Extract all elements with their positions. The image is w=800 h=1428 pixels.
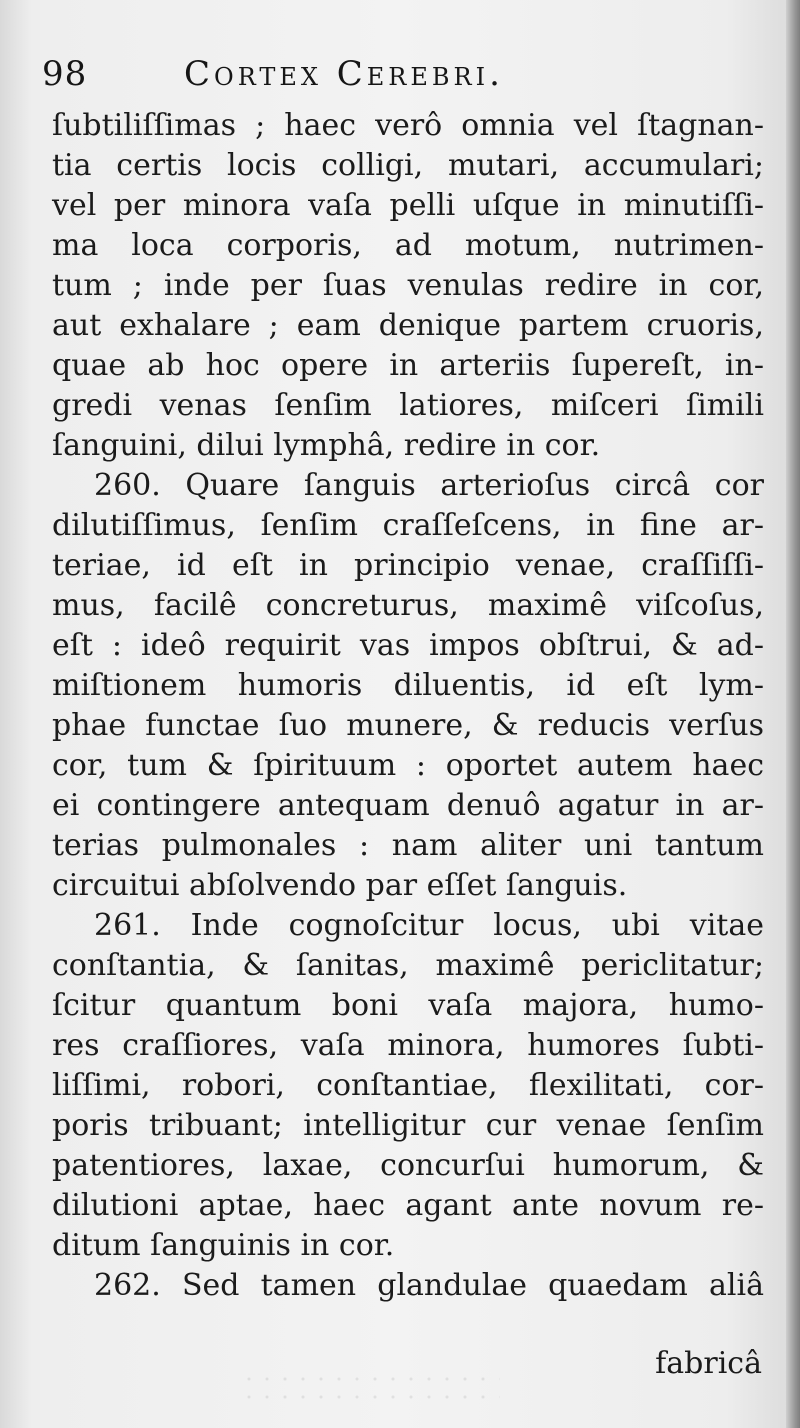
text-line: dilutiſſimus, ſenſim craſſeſcens, in fine ar- [52,508,764,543]
catchword: fabricâ [655,1346,762,1381]
text-line: ſcitur quantum boni vaſa majora, humo- [52,988,764,1023]
text-line: tum ; inde per ſuas venulas redire in cor, [52,268,764,303]
page-edge-shadow [786,0,800,1428]
text-line: ma loca corporis, ad motum, nutrimen- [52,228,764,263]
text-line: ſanguini, dilui lymphâ, redire in cor. [52,428,601,463]
text-line: quae ab hoc opere in arteriis ſupereſt, in- [52,348,764,383]
show-through-ink [240,1370,500,1400]
text-line: teriae, id eſt in principio venae, craſſiſſi- [52,548,764,583]
paragraph-260: 260. Quare ſanguis arterioſus circâ cor [94,468,764,503]
paragraph-261: 261. Inde cognoſcitur locus, ubi vitae [94,908,764,943]
text-line: dilutioni aptae, haec agant ante novum re- [52,1188,764,1223]
text-line: phae functae ſuo munere, & reducis verſus [52,708,764,743]
page-number: 98 [42,54,88,94]
page-header [42,48,742,104]
text-line: gredi venas ſenſim latiores, miſceri ſimili [52,388,764,423]
text-line: aut exhalare ; eam denique partem cruoris, [52,308,764,343]
text-line: vel per minora vaſa pelli uſque in minutiſſi- [52,188,764,223]
text-line: miſtionem humoris diluentis, id eſt lym- [52,668,764,703]
text-line: mus, facilê concreturus, maximê viſcoſus, [52,588,764,623]
text-line: conſtantia, & ſanitas, maximê periclitatur; [52,948,764,983]
body-text [52,106,764,1306]
text-line: circuitui abſolvendo par eſſet ſanguis. [52,868,628,903]
text-line: eſt : ideô requirit vas impos obſtrui, & ad- [52,628,764,663]
running-head: Cortex Cerebri. [184,54,504,94]
paragraph-262: 262. Sed tamen glandulae quaedam aliâ [94,1268,764,1303]
text-line: ditum ſanguinis in cor. [52,1228,395,1263]
text-line: patentiores, laxae, concurſui humorum, & [52,1148,764,1183]
text-line: cor, tum & ſpirituum : oportet autem haec [52,748,764,783]
text-line: tia certis locis colligi, mutari, accumulari; [52,148,764,183]
text-line: terias pulmonales : nam aliter uni tantum [52,828,764,863]
text-line: ſubtiliſſimas ; haec verô omnia vel ſtagnan- [52,108,764,143]
text-line: ei contingere antequam denuô agatur in ar- [52,788,764,823]
text-line: res craſſiores, vaſa minora, humores ſubti- [52,1028,764,1063]
text-line: liſſimi, robori, conſtantiae, flexilitati, cor- [52,1068,764,1103]
text-line: poris tribuant; intelligitur cur venae ſenſim [52,1108,764,1143]
